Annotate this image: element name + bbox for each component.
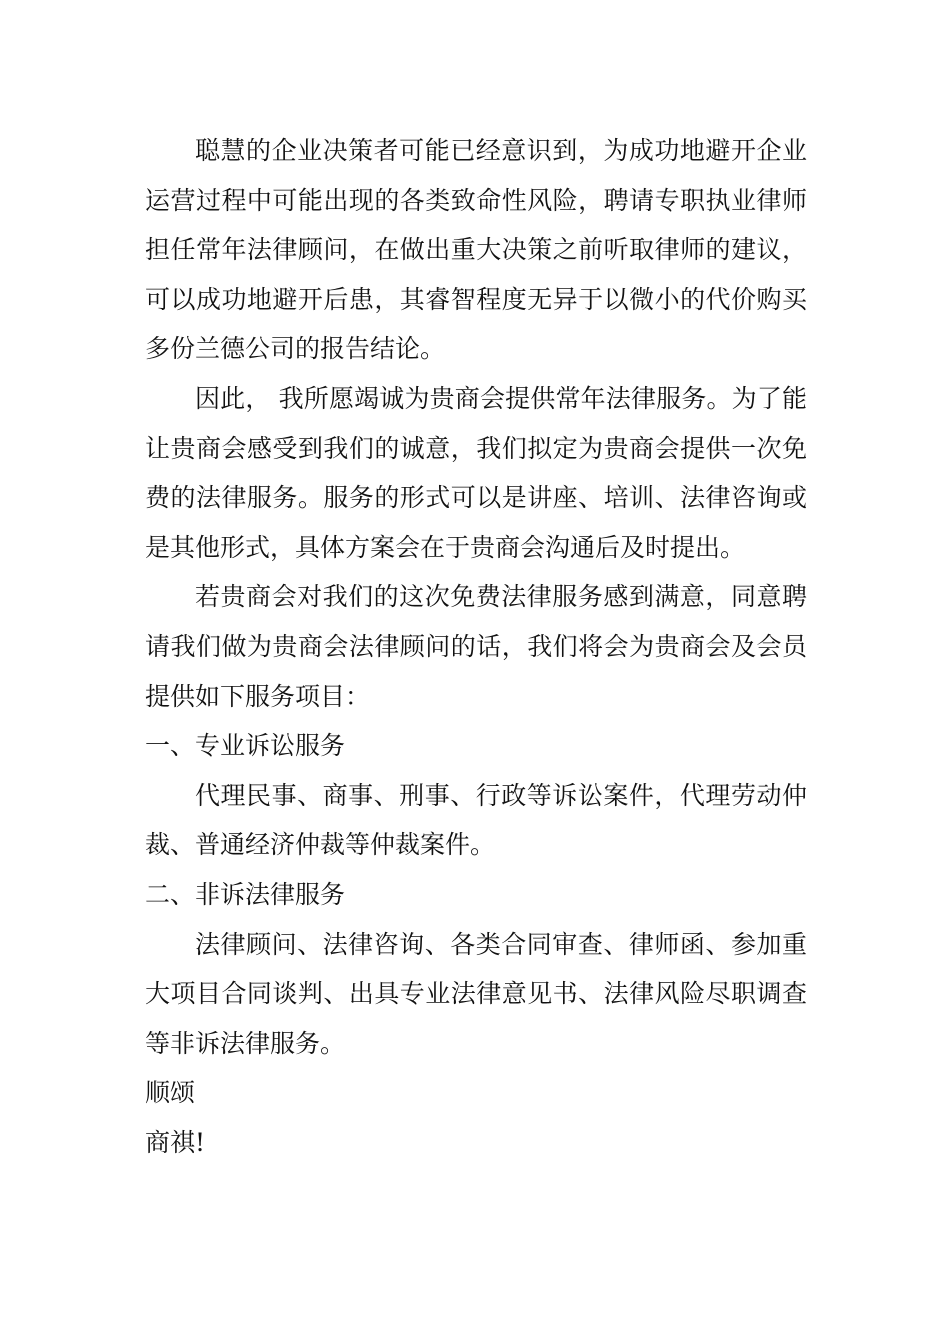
- paragraph-offer: 因此， 我所愿竭诚为贵商会提供常年法律服务。为了能让贵商会感受到我们的诚意，我们拟定为贵商会提供一次免费的法律服务。服务的形式可以是讲座、培训、法律咨询或是其他形式，具体方案会在于贵商会沟通后及时提出。: [145, 383, 807, 562]
- paragraph-litigation: 代理民事、商事、刑事、行政等诉讼案件，代理劳动仲裁、普通经济仲裁等仲裁案件。: [145, 780, 807, 860]
- paragraph-satisfaction: 若贵商会对我们的这次免费法律服务感到满意，同意聘请我们做为贵商会法律顾问的话，我们将会为贵商会及会员提供如下服务项目：: [145, 582, 807, 711]
- section-heading-litigation: 一、专业诉讼服务: [145, 731, 346, 761]
- closing-salutation: 顺颂: [145, 1078, 196, 1108]
- paragraph-intro: 聪慧的企业决策者可能已经意识到，为成功地避开企业运营过程中可能出现的各类致命性风险，聘请专职执业律师担任常年法律顾问，在做出重大决策之前听取律师的建议，可以成功地避开后患，其睿智程度无异于以微小的代价购买多份兰德公司的报告结论。: [145, 136, 807, 364]
- section-heading-non-litigation: 二、非诉法律服务: [145, 879, 346, 909]
- closing-wish: 商祺!: [145, 1127, 206, 1157]
- document-body: [145, 126, 807, 1167]
- paragraph-non-litigation: 法律顾问、法律咨询、各类合同审查、律师函、参加重大项目合同谈判、出具专业法律意见书、法律风险尽职调查等非诉法律服务。: [145, 929, 807, 1058]
